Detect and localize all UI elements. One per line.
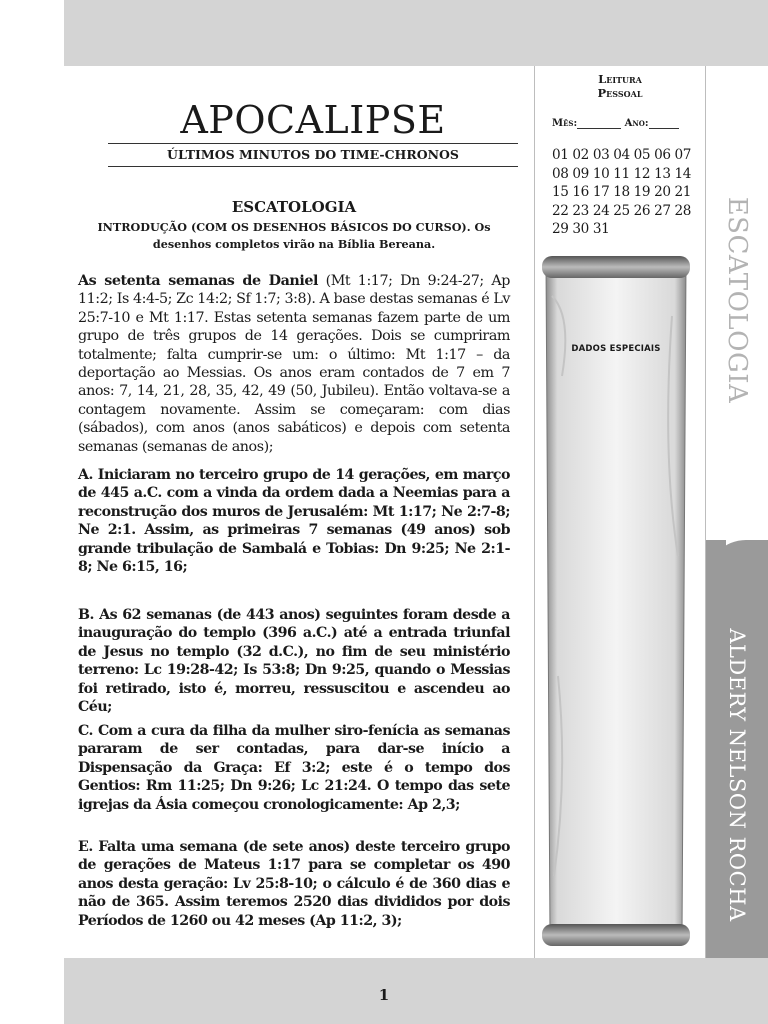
title-rule-bottom [108, 166, 518, 167]
page-subtitle: ÚLTIMOS MINUTOS DO TIME-CHRONOS [167, 147, 459, 162]
parchment-scroll-image [542, 256, 690, 946]
mes-label: Mês: [552, 118, 578, 129]
paragraph-b: B. As 62 semanas (de 443 anos) seguintes foram desde a inauguração do templo (396 a.C.) até a entrada triunfal de Jesus no templo (32 d.C.), no fim de seu ministério terreno: Lc 19:28-42; Is 53:8; Dn 9:25, quando o Messias foi retirado, isto é, morreu, ressuscitou e ascendeu ao Céu; [78, 607, 510, 716]
side-tab-lower-label-wrap [712, 620, 762, 930]
side-tab-lower-label: ALDERY NELSON ROCHA [725, 628, 749, 922]
ano-label: Ano: [624, 118, 649, 129]
section-heading: ESCATOLOGIA [231, 198, 357, 216]
paragraph-daniel-lead: As setenta semanas de Daniel [78, 273, 318, 289]
left-margin [0, 0, 64, 1024]
top-header-band [64, 0, 768, 66]
ano-blank [649, 128, 679, 129]
dados-especiais-label: DADOS ESPECIAIS [571, 344, 661, 354]
side-tab-upper-label: ESCATOLOGIA [722, 196, 752, 404]
paragraph-daniel-body: (Mt 1:17; Dn 9:24-27; Ap 11:2; Is 4:4-5; Zc 14:2; Sf 1:7; 3:8). A base destas semanas é Lv 25:7-10 e Mt 1:17. Estas setenta semanas fazem parte de um grupo de três grupos de 14 gerações. Dois se cumpriram totalmente; falta cumprir-se um: o último: Mt 1:17 – da deportação ao Messias. Os anos eram contados de 7 em 7 anos: 7, 14, 21, 28, 35, 42, 49 (50, Jubileu). Então voltava-se a contagem novamente. Assim se começaram: com dias (sábados), com anos (anos sabáticos) e depois com setenta semanas (semanas de anos); [78, 273, 510, 455]
title-rule-top [108, 143, 518, 144]
leitura-line2: Pessoal [597, 86, 643, 100]
side-tab-upper-label-wrap [712, 196, 762, 404]
leitura-line1: Leitura [598, 72, 642, 86]
days-grid: 01 02 03 04 05 06 07 08 09 10 11 12 13 14 15 16 17 18 19 20 21 22 23 24 25 26 27 28 29 30 31 [552, 147, 692, 237]
paragraph-c: C. Com a cura da filha da mulher siro-fenícia as semanas pararam de ser contadas, para dar-se início a Dispensação da Graça: Ef 3:2; este é o tempo dos Gentios: Rm 11:25; Dn 9:26; Lc 21:24. O tempo das sete igrejas da Ásia começou cronologicamente: Ap 2,3; [78, 723, 510, 813]
mes-ano-row [552, 118, 696, 129]
section-intro: INTRODUÇÃO (COM OS DESENHOS BÁSICOS DO CURSO). Os desenhos completos virão na Bíblia Bereana. [97, 220, 491, 251]
page-title: APOCALIPSE [180, 98, 446, 142]
mes-blank [577, 128, 621, 129]
paragraph-e: E. Falta uma semana (de sete anos) deste terceiro grupo de gerações de Mateus 1:17 para se completar os 490 anos desta geração: Lv 25:8-10; o cálculo é de 360 dias e não de 365. Assim teremos 2520 dias divididos por dois Períodos de 1260 ou 42 meses (Ap 11:2, 3); [78, 839, 510, 929]
page-number: 1 [378, 986, 390, 1004]
paragraph-a: A. Iniciaram no terceiro grupo de 14 gerações, em março de 445 a.C. com a vinda da ordem dada a Neemias para a reconstrução dos muros de Jerusalém: Mt 1:17; Ne 2:7-8; Ne 2:1. Assim, as primeiras 7 semanas (49 anos) sob grande tribulação de Sambalá e Tobias: Dn 9:25; Ne 2:1-8; Ne 6:15, 16; [78, 467, 510, 576]
leitura-pessoal-heading [544, 72, 696, 100]
paragraph-daniel [78, 272, 510, 456]
